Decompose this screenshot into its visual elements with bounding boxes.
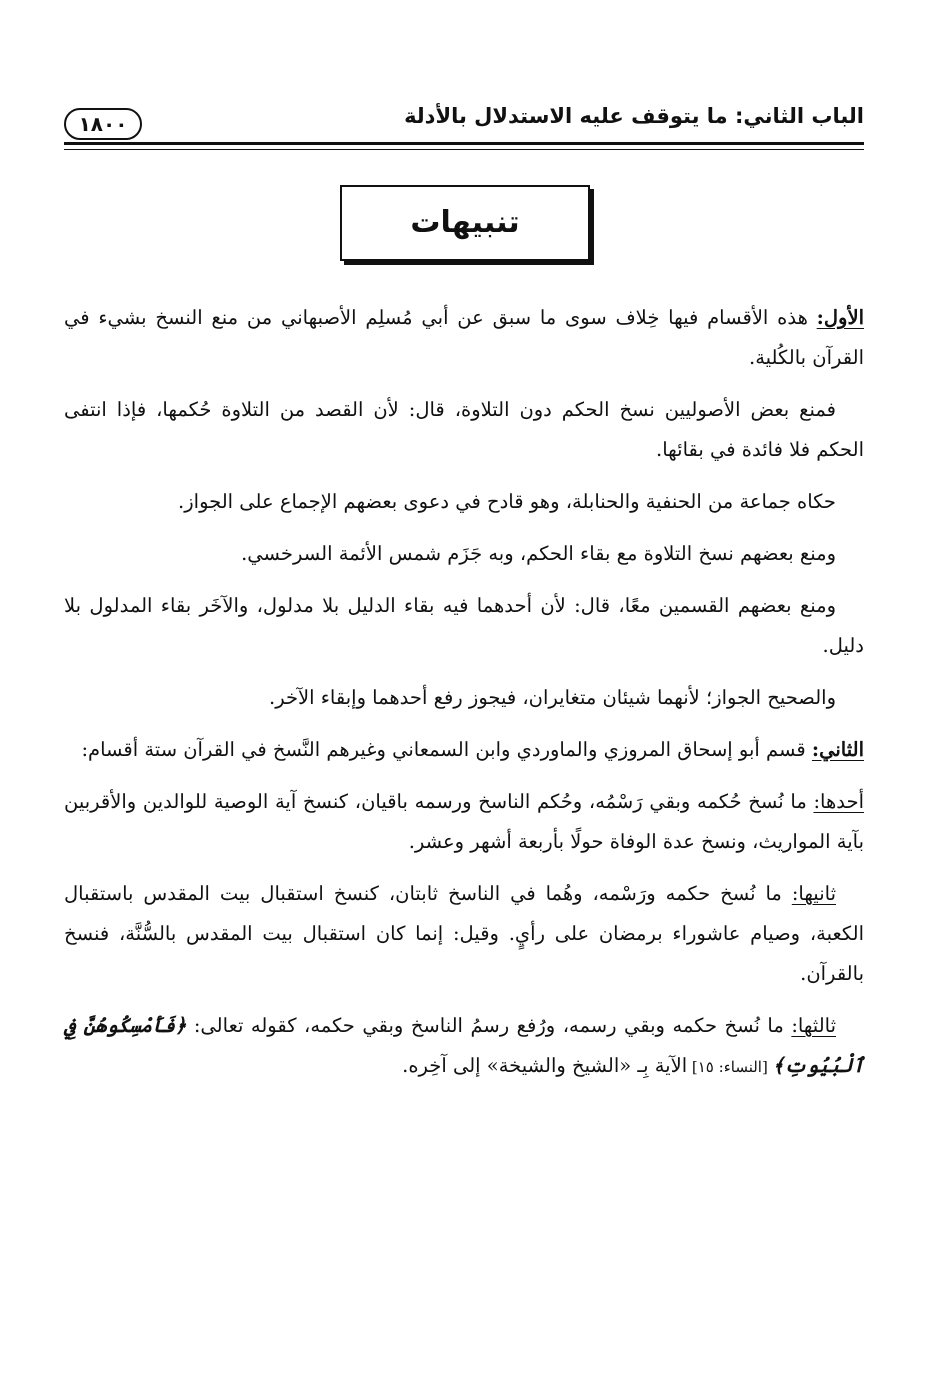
paragraph-text: ما نُسخ حُكمه وبقي رَسْمُه، وحُكم الناسخ ورسمه باقيان، كنسخ آية الوصية للوالدين والأقربين بآية المواريث، ونسخ عدة الوفاة حولًا بأربعة أشهر وعشر. — [64, 790, 864, 853]
paragraph-text: حكاه جماعة من الحنفية والحنابلة، وهو قادح في دعوى بعضهم الإجماع على الجواز. — [178, 490, 836, 513]
paragraph-10 — [64, 1006, 864, 1087]
paragraph-text: ومنع بعضهم القسمين معًا، قال: لأن أحدهما فيه بقاء الدليل بلا مدلول، والآخَر بقاء المدلول بلا دليل. — [64, 594, 864, 657]
paragraph-2 — [64, 390, 864, 470]
paragraph-1 — [64, 298, 864, 378]
paragraph-5 — [64, 586, 864, 666]
paragraph-text: هذه الأقسام فيها خِلاف سوى ما سبق عن أبي مُسلِم الأصبهاني من منع النسخ بشيء في القرآن بالكُلية. — [64, 306, 864, 369]
paragraph-6 — [64, 678, 864, 718]
quote-continuation: الآية بِـ «الشيخ والشيخة» إلى آخِره. — [402, 1054, 688, 1077]
paragraph-label: ثالثها: — [791, 1014, 837, 1037]
book-page — [64, 0, 864, 1385]
paragraph-label: الثاني: — [811, 738, 864, 761]
paragraph-9 — [64, 874, 864, 994]
paragraph-4 — [64, 534, 864, 574]
paragraph-3 — [64, 482, 864, 522]
paragraph-text: ما نُسخ حكمه ورَسْمه، وهُما في الناسخ ثابتان، كنسخ استقبال بيت المقدس باستقبال الكعبة، وصيام عاشوراء برمضان على رأيٍ. وقيل: إنما كان استقبال بيت المقدس بالسُّنَّة، فنسخ بالقرآن. — [64, 882, 864, 985]
paragraph-7 — [64, 730, 864, 770]
running-title: الباب الثاني: ما يتوقف عليه الاستدلال بالأدلة — [404, 104, 864, 128]
paragraph-text: قسم أبو إسحاق المروزي والماوردي وابن السمعاني وغيرهم النَّسخ في القرآن ستة أقسام: — [81, 738, 812, 761]
quran-verse: ﴿فَأَمْسِكُوهُنَّ فِي ٱلْبُيُوتِ﴾ — [64, 1014, 864, 1077]
paragraph-8 — [64, 782, 864, 862]
body-text — [64, 298, 864, 1099]
page-number: ١٨٠٠ — [64, 108, 142, 140]
header-rule-thick — [64, 142, 864, 145]
paragraph-label: الأول: — [816, 306, 864, 329]
page-header — [64, 100, 864, 140]
section-title: تنبيهات — [340, 185, 590, 261]
paragraph-text: ومنع بعضهم نسخ التلاوة مع بقاء الحكم، وبه جَزَم شمس الأئمة السرخسي. — [241, 542, 836, 565]
paragraph-text: فمنع بعض الأصوليين نسخ الحكم دون التلاوة، قال: لأن القصد من التلاوة حُكمها، فإذا انتفى الحكم فلا فائدة في بقائها. — [64, 398, 864, 461]
verse-reference: [النساء: ١٥] — [687, 1058, 773, 1076]
paragraph-label: ثانيها: — [791, 882, 836, 905]
paragraph-text: والصحيح الجواز؛ لأنهما شيئان متغايران، فيجوز رفع أحدهما وإبقاء الآخر. — [269, 686, 836, 709]
paragraph-text: ما نُسخ حكمه وبقي رسمه، ورُفع رسمُ الناسخ وبقي حكمه، كقوله تعالى: — [186, 1014, 792, 1037]
paragraph-label: أحدها: — [813, 790, 864, 813]
header-rule-thin — [64, 149, 864, 150]
